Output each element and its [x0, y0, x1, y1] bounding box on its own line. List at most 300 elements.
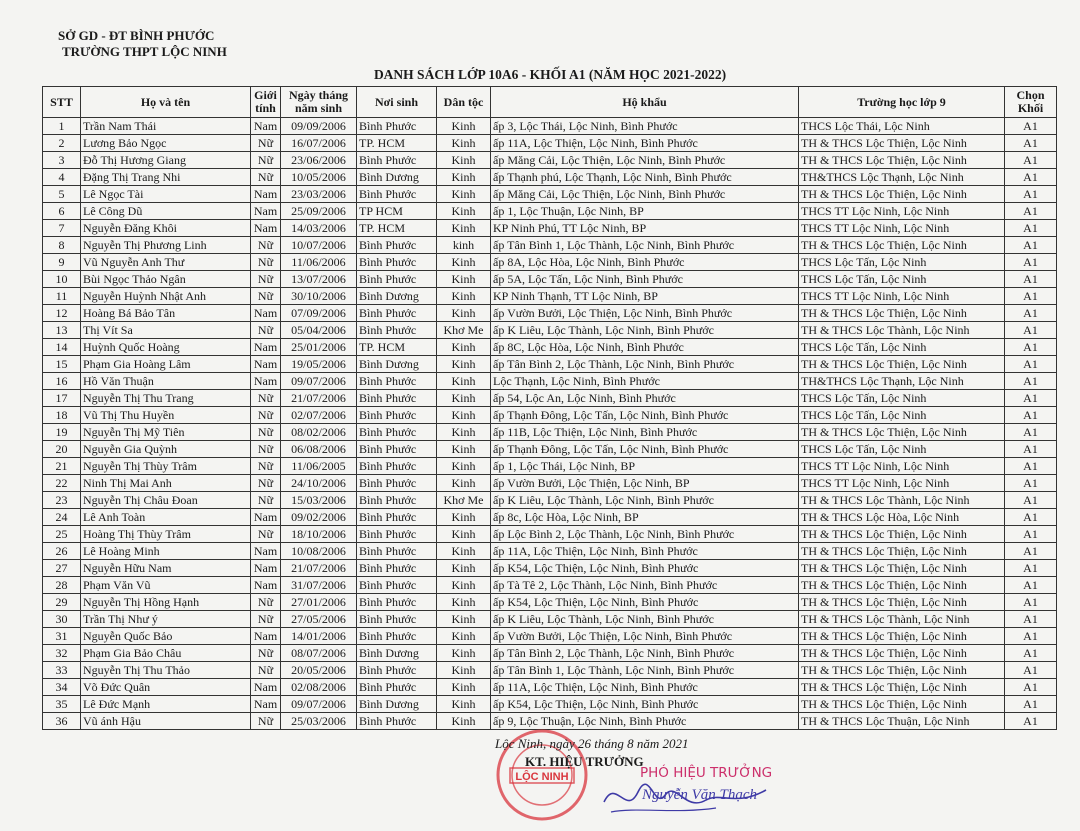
cell-gender: Nữ	[251, 288, 281, 305]
cell-name: Phạm Văn Vũ	[81, 577, 251, 594]
cell-stt: 6	[43, 203, 81, 220]
cell-dob: 09/07/2006	[281, 696, 357, 713]
cell-block: A1	[1005, 169, 1057, 186]
cell-school: TH & THCS Lộc Thiện, Lộc Ninh	[799, 356, 1005, 373]
cell-stt: 13	[43, 322, 81, 339]
cell-household: ấp K54, Lộc Thiện, Lộc Ninh, Bình Phước	[491, 696, 799, 713]
cell-household: ấp K54, Lộc Thiện, Lộc Ninh, Bình Phước	[491, 560, 799, 577]
cell-block: A1	[1005, 577, 1057, 594]
cell-ethnicity: Kinh	[437, 560, 491, 577]
cell-school: TH&THCS Lộc Thạnh, Lộc Ninh	[799, 373, 1005, 390]
cell-block: A1	[1005, 152, 1057, 169]
cell-school: THCS Lộc Tấn, Lộc Ninh	[799, 441, 1005, 458]
cell-gender: Nữ	[251, 407, 281, 424]
cell-stt: 36	[43, 713, 81, 730]
cell-stt: 7	[43, 220, 81, 237]
cell-birthplace: Bình Phước	[357, 118, 437, 135]
cell-dob: 14/01/2006	[281, 628, 357, 645]
cell-gender: Nam	[251, 509, 281, 526]
cell-ethnicity: Kinh	[437, 679, 491, 696]
cell-block: A1	[1005, 305, 1057, 322]
issuing-organization	[58, 28, 227, 60]
cell-ethnicity: Kinh	[437, 526, 491, 543]
cell-block: A1	[1005, 373, 1057, 390]
cell-block: A1	[1005, 458, 1057, 475]
cell-ethnicity: Kinh	[437, 662, 491, 679]
cell-school: TH & THCS Lộc Thiện, Lộc Ninh	[799, 577, 1005, 594]
table-row	[43, 475, 1057, 492]
cell-household: ấp 8A, Lộc Hòa, Lộc Ninh, Bình Phước	[491, 254, 799, 271]
cell-household: ấp Tân Bình 2, Lộc Thành, Lộc Ninh, Bình Phước	[491, 356, 799, 373]
cell-ethnicity: Kinh	[437, 186, 491, 203]
table-row	[43, 322, 1057, 339]
cell-school: TH & THCS Lộc Thiện, Lộc Ninh	[799, 696, 1005, 713]
cell-dob: 09/07/2006	[281, 373, 357, 390]
cell-household: ấp K54, Lộc Thiện, Lộc Ninh, Bình Phước	[491, 594, 799, 611]
cell-dob: 21/07/2006	[281, 560, 357, 577]
cell-stt: 12	[43, 305, 81, 322]
cell-school: TH & THCS Lộc Thiện, Lộc Ninh	[799, 679, 1005, 696]
table-row	[43, 441, 1057, 458]
cell-block: A1	[1005, 288, 1057, 305]
cell-gender: Nữ	[251, 662, 281, 679]
cell-name: Hoàng Bá Bảo Tân	[81, 305, 251, 322]
cell-stt: 24	[43, 509, 81, 526]
cell-school: THCS Lộc Tấn, Lộc Ninh	[799, 407, 1005, 424]
cell-name: Bùi Ngọc Thảo Ngân	[81, 271, 251, 288]
department-name: SỞ GD - ĐT BÌNH PHƯỚC	[58, 28, 215, 43]
cell-stt: 2	[43, 135, 81, 152]
cell-birthplace: Bình Phước	[357, 152, 437, 169]
cell-block: A1	[1005, 118, 1057, 135]
cell-block: A1	[1005, 390, 1057, 407]
cell-household: ấp Thạnh phú, Lộc Thạnh, Lộc Ninh, Bình Phước	[491, 169, 799, 186]
cell-dob: 13/07/2006	[281, 271, 357, 288]
cell-school: TH & THCS Lộc Hòa, Lộc Ninh	[799, 509, 1005, 526]
school-name: TRƯỜNG THPT LỘC NINH	[62, 44, 227, 59]
cell-birthplace: Bình Phước	[357, 305, 437, 322]
table-row	[43, 118, 1057, 135]
cell-school: TH & THCS Lộc Thiện, Lộc Ninh	[799, 526, 1005, 543]
cell-name: Nguyễn Huỳnh Nhật Anh	[81, 288, 251, 305]
cell-gender: Nữ	[251, 424, 281, 441]
cell-gender: Nam	[251, 628, 281, 645]
cell-dob: 08/02/2006	[281, 424, 357, 441]
cell-school: THCS TT Lộc Ninh, Lộc Ninh	[799, 288, 1005, 305]
cell-birthplace: Bình Dương	[357, 288, 437, 305]
cell-ethnicity: Kinh	[437, 254, 491, 271]
cell-school: TH & THCS Lộc Thiện, Lộc Ninh	[799, 628, 1005, 645]
cell-ethnicity: Kinh	[437, 424, 491, 441]
cell-block: A1	[1005, 475, 1057, 492]
cell-stt: 29	[43, 594, 81, 611]
cell-household: ấp Tân Bình 1, Lộc Thành, Lộc Ninh, Bình Phước	[491, 662, 799, 679]
cell-birthplace: Bình Phước	[357, 628, 437, 645]
cell-block: A1	[1005, 203, 1057, 220]
cell-name: Thị Vít Sa	[81, 322, 251, 339]
cell-stt: 19	[43, 424, 81, 441]
cell-name: Nguyễn Thị Thu Trang	[81, 390, 251, 407]
cell-school: TH & THCS Lộc Thiện, Lộc Ninh	[799, 135, 1005, 152]
cell-household: ấp 11A, Lộc Thiện, Lộc Ninh, Bình Phước	[491, 135, 799, 152]
cell-gender: Nam	[251, 577, 281, 594]
cell-ethnicity: kinh	[437, 237, 491, 254]
cell-school: TH & THCS Lộc Thiện, Lộc Ninh	[799, 662, 1005, 679]
cell-dob: 24/10/2006	[281, 475, 357, 492]
cell-dob: 27/01/2006	[281, 594, 357, 611]
cell-ethnicity: Kinh	[437, 475, 491, 492]
cell-dob: 02/07/2006	[281, 407, 357, 424]
cell-dob: 11/06/2006	[281, 254, 357, 271]
cell-birthplace: Bình Dương	[357, 645, 437, 662]
table-row	[43, 356, 1057, 373]
table-row	[43, 560, 1057, 577]
cell-dob: 09/09/2006	[281, 118, 357, 135]
cell-birthplace: Bình Phước	[357, 662, 437, 679]
cell-birthplace: Bình Phước	[357, 254, 437, 271]
cell-gender: Nam	[251, 356, 281, 373]
cell-stt: 21	[43, 458, 81, 475]
header-gender: Giới tính	[251, 87, 281, 118]
cell-school: TH & THCS Lộc Thiện, Lộc Ninh	[799, 305, 1005, 322]
cell-gender: Nữ	[251, 458, 281, 475]
cell-school: THCS TT Lộc Ninh, Lộc Ninh	[799, 475, 1005, 492]
cell-dob: 10/07/2006	[281, 237, 357, 254]
cell-block: A1	[1005, 560, 1057, 577]
cell-ethnicity: Kinh	[437, 458, 491, 475]
cell-gender: Nữ	[251, 237, 281, 254]
table-row	[43, 458, 1057, 475]
cell-school: TH&THCS Lộc Thạnh, Lộc Ninh	[799, 169, 1005, 186]
table-row	[43, 424, 1057, 441]
cell-household: ấp K Liêu, Lộc Thành, Lộc Ninh, Bình Phước	[491, 492, 799, 509]
cell-block: A1	[1005, 322, 1057, 339]
cell-ethnicity: Kinh	[437, 118, 491, 135]
cell-stt: 25	[43, 526, 81, 543]
cell-name: Vũ Thị Thu Huyền	[81, 407, 251, 424]
cell-ethnicity: Kinh	[437, 390, 491, 407]
cell-dob: 31/07/2006	[281, 577, 357, 594]
cell-stt: 17	[43, 390, 81, 407]
cell-birthplace: Bình Phước	[357, 186, 437, 203]
cell-birthplace: Bình Phước	[357, 560, 437, 577]
table-row	[43, 543, 1057, 560]
cell-birthplace: Bình Phước	[357, 713, 437, 730]
cell-block: A1	[1005, 611, 1057, 628]
cell-name: Nguyễn Đăng Khôi	[81, 220, 251, 237]
cell-block: A1	[1005, 662, 1057, 679]
principal-role: KT. HIỆU TRƯỞNG	[525, 754, 644, 769]
cell-household: Lộc Thạnh, Lộc Ninh, Bình Phước	[491, 373, 799, 390]
cell-gender: Nam	[251, 203, 281, 220]
cell-block: A1	[1005, 407, 1057, 424]
cell-name: Đặng Thị Trang Nhi	[81, 169, 251, 186]
cell-school: TH & THCS Lộc Thiện, Lộc Ninh	[799, 237, 1005, 254]
cell-stt: 9	[43, 254, 81, 271]
table-row	[43, 373, 1057, 390]
cell-ethnicity: Kinh	[437, 288, 491, 305]
cell-birthplace: Bình Phước	[357, 407, 437, 424]
cell-birthplace: TP. HCM	[357, 220, 437, 237]
cell-block: A1	[1005, 543, 1057, 560]
cell-birthplace: Bình Phước	[357, 475, 437, 492]
cell-birthplace: Bình Phước	[357, 611, 437, 628]
cell-gender: Nữ	[251, 492, 281, 509]
cell-ethnicity: Kinh	[437, 543, 491, 560]
cell-birthplace: Bình Phước	[357, 458, 437, 475]
cell-dob: 23/03/2006	[281, 186, 357, 203]
table-row	[43, 237, 1057, 254]
table-row	[43, 390, 1057, 407]
table-header-row	[43, 87, 1057, 118]
cell-name: Vũ Nguyễn Anh Thư	[81, 254, 251, 271]
table-row	[43, 509, 1057, 526]
cell-stt: 30	[43, 611, 81, 628]
table-body	[43, 118, 1057, 730]
cell-ethnicity: Kinh	[437, 407, 491, 424]
cell-name: Vũ ánh Hậu	[81, 713, 251, 730]
cell-birthplace: Bình Phước	[357, 271, 437, 288]
cell-gender: Nam	[251, 679, 281, 696]
cell-birthplace: TP. HCM	[357, 339, 437, 356]
cell-ethnicity: Kinh	[437, 220, 491, 237]
cell-name: Phạm Gia Bảo Châu	[81, 645, 251, 662]
cell-dob: 21/07/2006	[281, 390, 357, 407]
header-household: Hộ khẩu	[491, 87, 799, 118]
cell-school: THCS TT Lộc Ninh, Lộc Ninh	[799, 458, 1005, 475]
cell-dob: 25/03/2006	[281, 713, 357, 730]
cell-gender: Nữ	[251, 475, 281, 492]
cell-gender: Nữ	[251, 611, 281, 628]
cell-name: Nguyễn Thị Mỹ Tiên	[81, 424, 251, 441]
cell-school: TH & THCS Lộc Thiện, Lộc Ninh	[799, 543, 1005, 560]
cell-household: ấp 11A, Lộc Thiện, Lộc Ninh, Bình Phước	[491, 679, 799, 696]
cell-name: Nguyễn Hữu Nam	[81, 560, 251, 577]
cell-school: THCS Lộc Tấn, Lộc Ninh	[799, 339, 1005, 356]
cell-ethnicity: Khơ Me	[437, 492, 491, 509]
cell-name: Nguyễn Thị Phương Linh	[81, 237, 251, 254]
table-row	[43, 135, 1057, 152]
table-row	[43, 628, 1057, 645]
cell-ethnicity: Kinh	[437, 271, 491, 288]
cell-ethnicity: Kinh	[437, 628, 491, 645]
cell-ethnicity: Kinh	[437, 441, 491, 458]
cell-birthplace: Bình Phước	[357, 390, 437, 407]
cell-name: Trần Thị Như ý	[81, 611, 251, 628]
table-row	[43, 645, 1057, 662]
cell-block: A1	[1005, 135, 1057, 152]
cell-dob: 20/05/2006	[281, 662, 357, 679]
cell-stt: 33	[43, 662, 81, 679]
cell-stt: 22	[43, 475, 81, 492]
cell-dob: 10/08/2006	[281, 543, 357, 560]
cell-gender: Nam	[251, 560, 281, 577]
cell-name: Huỳnh Quốc Hoàng	[81, 339, 251, 356]
cell-birthplace: Bình Phước	[357, 322, 437, 339]
cell-birthplace: Bình Phước	[357, 594, 437, 611]
cell-stt: 34	[43, 679, 81, 696]
table-row	[43, 492, 1057, 509]
cell-block: A1	[1005, 713, 1057, 730]
cell-gender: Nữ	[251, 441, 281, 458]
cell-stt: 31	[43, 628, 81, 645]
cell-name: Võ Đức Quân	[81, 679, 251, 696]
cell-stt: 4	[43, 169, 81, 186]
cell-gender: Nữ	[251, 271, 281, 288]
cell-name: Lê Hoàng Minh	[81, 543, 251, 560]
cell-gender: Nam	[251, 696, 281, 713]
student-roster-table	[42, 86, 1057, 730]
cell-dob: 07/09/2006	[281, 305, 357, 322]
cell-block: A1	[1005, 492, 1057, 509]
cell-block: A1	[1005, 356, 1057, 373]
cell-school: THCS Lộc Tấn, Lộc Ninh	[799, 390, 1005, 407]
cell-household: ấp 54, Lộc An, Lộc Ninh, Bình Phước	[491, 390, 799, 407]
cell-gender: Nam	[251, 118, 281, 135]
cell-household: ấp 1, Lộc Thái, Lộc Ninh, BP	[491, 458, 799, 475]
cell-block: A1	[1005, 254, 1057, 271]
table-row	[43, 186, 1057, 203]
document-title: DANH SÁCH LỚP 10A6 - KHỐI A1 (NĂM HỌC 2021-2022)	[373, 67, 727, 82]
cell-household: ấp Măng Cải, Lộc Thiện, Lộc Ninh, Bình Phước	[491, 152, 799, 169]
cell-name: Nguyễn Quốc Bảo	[81, 628, 251, 645]
cell-ethnicity: Kinh	[437, 135, 491, 152]
cell-name: Nguyễn Thị Thùy Trâm	[81, 458, 251, 475]
deputy-principal-title: PHÓ HIỆU TRƯỞNG	[640, 765, 773, 781]
table-row	[43, 271, 1057, 288]
cell-stt: 11	[43, 288, 81, 305]
header-grade9-school: Trường học lớp 9	[799, 87, 1005, 118]
cell-gender: Nữ	[251, 390, 281, 407]
cell-gender: Nữ	[251, 135, 281, 152]
cell-ethnicity: Kinh	[437, 152, 491, 169]
cell-birthplace: Bình Dương	[357, 356, 437, 373]
cell-household: ấp Vườn Bưởi, Lộc Thiện, Lộc Ninh, Bình Phước	[491, 305, 799, 322]
cell-stt: 14	[43, 339, 81, 356]
cell-stt: 32	[43, 645, 81, 662]
cell-stt: 28	[43, 577, 81, 594]
cell-stt: 27	[43, 560, 81, 577]
table-row	[43, 220, 1057, 237]
cell-birthplace: TP HCM	[357, 203, 437, 220]
cell-name: Lê Ngọc Tài	[81, 186, 251, 203]
cell-household: ấp K Liêu, Lộc Thành, Lộc Ninh, Bình Phước	[491, 322, 799, 339]
cell-ethnicity: Kinh	[437, 577, 491, 594]
cell-name: Phạm Gia Hoàng Lâm	[81, 356, 251, 373]
cell-school: THCS TT Lộc Ninh, Lộc Ninh	[799, 203, 1005, 220]
cell-dob: 16/07/2006	[281, 135, 357, 152]
table-row	[43, 594, 1057, 611]
cell-dob: 27/05/2006	[281, 611, 357, 628]
cell-birthplace: Bình Phước	[357, 441, 437, 458]
cell-dob: 15/03/2006	[281, 492, 357, 509]
cell-birthplace: Bình Phước	[357, 424, 437, 441]
cell-gender: Nam	[251, 220, 281, 237]
cell-stt: 20	[43, 441, 81, 458]
cell-household: ấp 5A, Lộc Tấn, Lộc Ninh, Bình Phước	[491, 271, 799, 288]
cell-school: TH & THCS Lộc Thuận, Lộc Ninh	[799, 713, 1005, 730]
table-row	[43, 152, 1057, 169]
table-row	[43, 526, 1057, 543]
cell-gender: Nữ	[251, 526, 281, 543]
cell-school: TH & THCS Lộc Thiện, Lộc Ninh	[799, 424, 1005, 441]
cell-school: TH & THCS Lộc Thành, Lộc Ninh	[799, 611, 1005, 628]
table-row	[43, 254, 1057, 271]
cell-school: TH & THCS Lộc Thành, Lộc Ninh	[799, 492, 1005, 509]
cell-birthplace: Bình Phước	[357, 679, 437, 696]
cell-stt: 1	[43, 118, 81, 135]
cell-household: ấp 8C, Lộc Hòa, Lộc Ninh, Bình Phước	[491, 339, 799, 356]
cell-school: TH & THCS Lộc Thiện, Lộc Ninh	[799, 186, 1005, 203]
table-row	[43, 662, 1057, 679]
cell-block: A1	[1005, 679, 1057, 696]
cell-stt: 8	[43, 237, 81, 254]
table-row	[43, 679, 1057, 696]
cell-dob: 23/06/2006	[281, 152, 357, 169]
cell-household: ấp 8c, Lộc Hòa, Lộc Ninh, BP	[491, 509, 799, 526]
cell-school: TH & THCS Lộc Thành, Lộc Ninh	[799, 322, 1005, 339]
cell-ethnicity: Kinh	[437, 645, 491, 662]
cell-household: ấp Măng Cải, Lộc Thiện, Lộc Ninh, Bình Phước	[491, 186, 799, 203]
cell-ethnicity: Kinh	[437, 594, 491, 611]
cell-gender: Nữ	[251, 152, 281, 169]
stamp-inner-text: LỘC NINH	[515, 771, 569, 783]
cell-block: A1	[1005, 220, 1057, 237]
cell-block: A1	[1005, 424, 1057, 441]
cell-ethnicity: Kinh	[437, 611, 491, 628]
cell-birthplace: Bình Phước	[357, 373, 437, 390]
cell-gender: Nam	[251, 339, 281, 356]
cell-household: ấp Vườn Bưởi, Lộc Thiện, Lộc Ninh, BP	[491, 475, 799, 492]
cell-dob: 10/05/2006	[281, 169, 357, 186]
table-row	[43, 611, 1057, 628]
cell-dob: 11/06/2005	[281, 458, 357, 475]
cell-stt: 5	[43, 186, 81, 203]
cell-gender: Nữ	[251, 169, 281, 186]
cell-birthplace: Bình Phước	[357, 577, 437, 594]
signer-name: Nguyễn Văn Thạch	[642, 787, 757, 803]
header-block: Chọn Khối	[1005, 87, 1057, 118]
cell-household: ấp 11B, Lộc Thiện, Lộc Ninh, Bình Phước	[491, 424, 799, 441]
cell-name: Đỗ Thị Hương Giang	[81, 152, 251, 169]
cell-dob: 25/01/2006	[281, 339, 357, 356]
cell-gender: Nam	[251, 186, 281, 203]
cell-name: Lê Đức Mạnh	[81, 696, 251, 713]
cell-school: TH & THCS Lộc Thiện, Lộc Ninh	[799, 645, 1005, 662]
cell-block: A1	[1005, 186, 1057, 203]
table-row	[43, 577, 1057, 594]
sign-date: Lộc Ninh, ngày 26 tháng 8 năm 2021	[495, 736, 689, 751]
cell-stt: 3	[43, 152, 81, 169]
cell-ethnicity: Kinh	[437, 339, 491, 356]
cell-school: THCS Lộc Tấn, Lộc Ninh	[799, 254, 1005, 271]
table-row	[43, 203, 1057, 220]
cell-birthplace: Bình Phước	[357, 492, 437, 509]
cell-gender: Nữ	[251, 254, 281, 271]
cell-household: ấp Thạnh Đông, Lộc Tấn, Lộc Ninh, Bình Phước	[491, 441, 799, 458]
cell-household: ấp 3, Lộc Thái, Lộc Ninh, Bình Phước	[491, 118, 799, 135]
cell-birthplace: Bình Phước	[357, 543, 437, 560]
header-dob: Ngày tháng năm sinh	[281, 87, 357, 118]
cell-name: Nguyễn Thị Châu Đoan	[81, 492, 251, 509]
cell-dob: 05/04/2006	[281, 322, 357, 339]
cell-stt: 35	[43, 696, 81, 713]
cell-school: TH & THCS Lộc Thiện, Lộc Ninh	[799, 594, 1005, 611]
table-row	[43, 696, 1057, 713]
header-stt: STT	[43, 87, 81, 118]
cell-birthplace: Bình Phước	[357, 509, 437, 526]
cell-birthplace: Bình Phước	[357, 237, 437, 254]
